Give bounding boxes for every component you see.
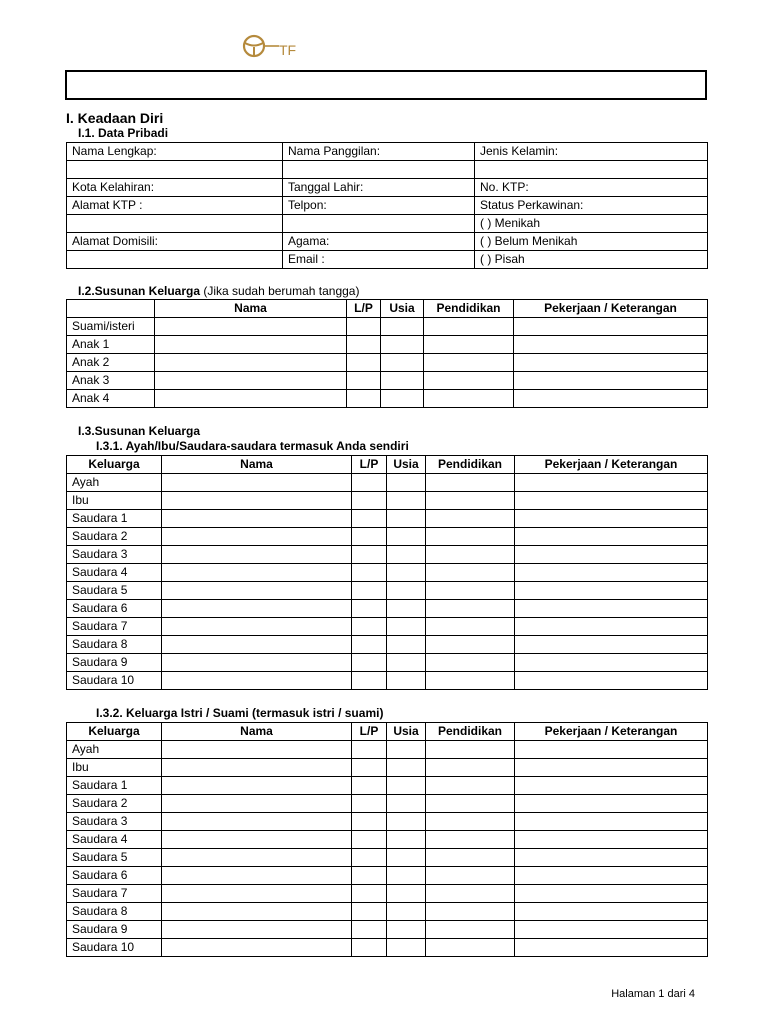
data-pribadi-row bbox=[67, 179, 708, 197]
input-cell[interactable] bbox=[514, 372, 708, 390]
field-agama[interactable]: Agama: bbox=[283, 233, 475, 251]
input-cell[interactable] bbox=[352, 546, 387, 564]
input-cell[interactable] bbox=[162, 582, 352, 600]
input-cell[interactable] bbox=[426, 654, 515, 672]
input-cell[interactable] bbox=[352, 813, 387, 831]
input-cell[interactable] bbox=[426, 564, 515, 582]
column-header-pekerjaan-keterangan: Pekerjaan / Keterangan bbox=[515, 723, 708, 741]
input-cell[interactable] bbox=[381, 318, 424, 336]
input-cell[interactable] bbox=[155, 336, 347, 354]
table-row bbox=[67, 777, 708, 795]
input-cell[interactable] bbox=[426, 939, 515, 957]
table-row bbox=[67, 372, 708, 390]
input-cell[interactable] bbox=[387, 831, 426, 849]
input-cell[interactable] bbox=[426, 546, 515, 564]
input-cell[interactable] bbox=[514, 390, 708, 408]
row-label-saudara-3: Saudara 3 bbox=[67, 546, 162, 564]
input-cell[interactable] bbox=[352, 831, 387, 849]
input-cell[interactable] bbox=[515, 618, 708, 636]
column-header-pendidikan: Pendidikan bbox=[426, 456, 515, 474]
keluarga-sendiri-table bbox=[66, 455, 708, 690]
data-pribadi-row bbox=[67, 143, 708, 161]
input-cell[interactable] bbox=[387, 546, 426, 564]
input-cell[interactable] bbox=[426, 636, 515, 654]
table-row bbox=[67, 390, 708, 408]
input-cell[interactable] bbox=[515, 741, 708, 759]
table-row bbox=[67, 510, 708, 528]
row-label-saudara-5: Saudara 5 bbox=[67, 849, 162, 867]
input-cell[interactable] bbox=[514, 336, 708, 354]
column-header-pendidikan: Pendidikan bbox=[424, 300, 514, 318]
input-cell[interactable] bbox=[352, 885, 387, 903]
form-title-box[interactable] bbox=[65, 70, 707, 100]
input-cell[interactable] bbox=[426, 849, 515, 867]
row-label-ayah: Ayah bbox=[67, 474, 162, 492]
input-cell[interactable] bbox=[162, 618, 352, 636]
input-cell[interactable] bbox=[426, 885, 515, 903]
page-number: Halaman 1 dari 4 bbox=[611, 988, 695, 1000]
input-cell[interactable] bbox=[352, 939, 387, 957]
field-kota-kelahiran[interactable]: Kota Kelahiran: bbox=[67, 179, 283, 197]
table-row bbox=[67, 618, 708, 636]
column-header-usia: Usia bbox=[381, 300, 424, 318]
input-cell[interactable] bbox=[347, 318, 381, 336]
row-label-saudara-10: Saudara 10 bbox=[67, 672, 162, 690]
input-cell[interactable] bbox=[162, 636, 352, 654]
input-cell[interactable] bbox=[387, 510, 426, 528]
input-cell[interactable] bbox=[387, 564, 426, 582]
table-row bbox=[67, 492, 708, 510]
row-label-saudara-8: Saudara 8 bbox=[67, 903, 162, 921]
input-cell[interactable] bbox=[381, 354, 424, 372]
column-header-blank bbox=[67, 300, 155, 318]
input-cell[interactable] bbox=[514, 354, 708, 372]
input-cell[interactable] bbox=[352, 474, 387, 492]
row-label-saudara-1: Saudara 1 bbox=[67, 777, 162, 795]
input-cell[interactable] bbox=[347, 372, 381, 390]
input-cell[interactable] bbox=[387, 885, 426, 903]
input-cell[interactable] bbox=[387, 528, 426, 546]
table-row bbox=[67, 336, 708, 354]
field-belum-menikah[interactable]: ( ) Belum Menikah bbox=[475, 233, 708, 251]
table-row bbox=[67, 831, 708, 849]
subsection-title-ayah-ibu: I.3.1. Ayah/Ibu/Saudara-saudara termasuk Anda sendiri bbox=[96, 439, 409, 453]
input-cell[interactable] bbox=[515, 831, 708, 849]
table-row bbox=[67, 741, 708, 759]
input-cell[interactable] bbox=[352, 759, 387, 777]
data-pribadi-row bbox=[67, 197, 708, 215]
input-cell[interactable] bbox=[387, 654, 426, 672]
input-cell[interactable] bbox=[424, 354, 514, 372]
row-label-ibu: Ibu bbox=[67, 492, 162, 510]
input-cell[interactable] bbox=[387, 600, 426, 618]
input-cell[interactable] bbox=[381, 336, 424, 354]
field-jenis-kelamin[interactable]: Jenis Kelamin: bbox=[475, 143, 708, 161]
input-cell[interactable] bbox=[515, 672, 708, 690]
input-cell[interactable] bbox=[387, 741, 426, 759]
input-cell[interactable] bbox=[162, 759, 352, 777]
field-email[interactable]: Email : bbox=[283, 251, 475, 269]
field-telpon[interactable]: Telpon: bbox=[283, 197, 475, 215]
subsection-title-keluarga-istri-suami: I.3.2. Keluarga Istri / Suami (termasuk istri / suami) bbox=[96, 706, 384, 720]
row-label-saudara-5: Saudara 5 bbox=[67, 582, 162, 600]
row-label-saudara-9: Saudara 9 bbox=[67, 654, 162, 672]
data-pribadi-row bbox=[67, 233, 708, 251]
input-cell[interactable] bbox=[426, 777, 515, 795]
row-label-anak-1: Anak 1 bbox=[67, 336, 155, 354]
input-cell[interactable] bbox=[426, 831, 515, 849]
input-cell[interactable] bbox=[387, 777, 426, 795]
input-cell[interactable] bbox=[426, 903, 515, 921]
input-cell[interactable] bbox=[515, 885, 708, 903]
data-pribadi-row bbox=[67, 251, 708, 269]
column-header-usia: Usia bbox=[387, 723, 426, 741]
input-cell[interactable] bbox=[424, 390, 514, 408]
row-label-saudara-1: Saudara 1 bbox=[67, 510, 162, 528]
input-cell[interactable] bbox=[162, 474, 352, 492]
input-cell[interactable] bbox=[352, 528, 387, 546]
subsection-title-susunan-keluarga: I.2.Susunan Keluarga (Jika sudah berumah tangga) bbox=[78, 284, 360, 298]
table-row bbox=[67, 564, 708, 582]
input-cell[interactable] bbox=[515, 546, 708, 564]
table-row bbox=[67, 354, 708, 372]
input-cell[interactable] bbox=[426, 528, 515, 546]
column-header-pendidikan: Pendidikan bbox=[426, 723, 515, 741]
input-cell[interactable] bbox=[162, 885, 352, 903]
input-cell[interactable] bbox=[155, 318, 347, 336]
data-pribadi-row bbox=[67, 161, 708, 179]
column-header-keluarga: Keluarga bbox=[67, 723, 162, 741]
input-cell[interactable] bbox=[424, 372, 514, 390]
input-cell[interactable] bbox=[347, 336, 381, 354]
column-header-l-p: L/P bbox=[347, 300, 381, 318]
input-cell[interactable] bbox=[352, 564, 387, 582]
row-label-saudara-6: Saudara 6 bbox=[67, 600, 162, 618]
input-cell[interactable] bbox=[352, 600, 387, 618]
input-cell[interactable] bbox=[387, 618, 426, 636]
input-cell[interactable] bbox=[387, 903, 426, 921]
row-label-saudara-9: Saudara 9 bbox=[67, 921, 162, 939]
input-cell[interactable] bbox=[426, 510, 515, 528]
input-cell[interactable] bbox=[475, 161, 708, 179]
input-cell[interactable] bbox=[162, 813, 352, 831]
input-cell[interactable] bbox=[352, 903, 387, 921]
input-cell[interactable] bbox=[515, 510, 708, 528]
input-cell[interactable] bbox=[515, 813, 708, 831]
input-cell[interactable] bbox=[162, 867, 352, 885]
input-cell[interactable] bbox=[162, 510, 352, 528]
input-cell[interactable] bbox=[387, 492, 426, 510]
input-cell[interactable] bbox=[387, 867, 426, 885]
table-row bbox=[67, 849, 708, 867]
input-cell[interactable] bbox=[162, 831, 352, 849]
input-cell[interactable] bbox=[162, 849, 352, 867]
input-cell[interactable] bbox=[155, 390, 347, 408]
input-cell[interactable] bbox=[387, 795, 426, 813]
table-row bbox=[67, 600, 708, 618]
field-alamat-ktp[interactable]: Alamat KTP : bbox=[67, 197, 283, 215]
table-row bbox=[67, 885, 708, 903]
keluarga-pasangan-table bbox=[66, 722, 708, 957]
input-cell[interactable] bbox=[426, 492, 515, 510]
table-row bbox=[67, 939, 708, 957]
row-label-saudara-2: Saudara 2 bbox=[67, 795, 162, 813]
table-row bbox=[67, 867, 708, 885]
input-cell[interactable] bbox=[162, 939, 352, 957]
input-cell[interactable] bbox=[515, 867, 708, 885]
input-cell[interactable] bbox=[387, 939, 426, 957]
input-cell[interactable] bbox=[387, 672, 426, 690]
table-row bbox=[67, 582, 708, 600]
input-cell[interactable] bbox=[162, 921, 352, 939]
row-label-saudara-4: Saudara 4 bbox=[67, 831, 162, 849]
column-header-pekerjaan-keterangan: Pekerjaan / Keterangan bbox=[514, 300, 708, 318]
input-cell[interactable] bbox=[155, 372, 347, 390]
input-cell[interactable] bbox=[426, 618, 515, 636]
row-label-saudara-8: Saudara 8 bbox=[67, 636, 162, 654]
row-label-saudara-2: Saudara 2 bbox=[67, 528, 162, 546]
input-cell[interactable] bbox=[162, 777, 352, 795]
table-row bbox=[67, 672, 708, 690]
input-cell[interactable] bbox=[352, 867, 387, 885]
table-row bbox=[67, 546, 708, 564]
input-cell[interactable] bbox=[283, 161, 475, 179]
input-cell[interactable] bbox=[387, 921, 426, 939]
input-cell[interactable] bbox=[387, 582, 426, 600]
input-cell[interactable] bbox=[426, 672, 515, 690]
input-cell[interactable] bbox=[162, 564, 352, 582]
input-cell[interactable] bbox=[426, 921, 515, 939]
input-cell[interactable] bbox=[347, 354, 381, 372]
column-header-l-p: L/P bbox=[352, 723, 387, 741]
input-cell[interactable] bbox=[424, 336, 514, 354]
table-row bbox=[67, 474, 708, 492]
row-label-anak-2: Anak 2 bbox=[67, 354, 155, 372]
svg-text:TF: TF bbox=[279, 42, 297, 58]
input-cell[interactable] bbox=[515, 600, 708, 618]
table-row bbox=[67, 813, 708, 831]
input-cell[interactable] bbox=[387, 636, 426, 654]
input-cell[interactable] bbox=[426, 600, 515, 618]
input-cell[interactable] bbox=[352, 510, 387, 528]
row-label-anak-3: Anak 3 bbox=[67, 372, 155, 390]
column-header-pekerjaan-keterangan: Pekerjaan / Keterangan bbox=[515, 456, 708, 474]
column-header-keluarga: Keluarga bbox=[67, 456, 162, 474]
section-title-keadaan-diri: I. Keadaan Diri bbox=[66, 110, 164, 126]
input-cell[interactable] bbox=[426, 867, 515, 885]
row-label-saudara-7: Saudara 7 bbox=[67, 885, 162, 903]
input-cell[interactable] bbox=[426, 474, 515, 492]
field-no-ktp[interactable]: No. KTP: bbox=[475, 179, 708, 197]
column-header-l-p: L/P bbox=[352, 456, 387, 474]
input-cell[interactable] bbox=[352, 849, 387, 867]
row-label-saudara-3: Saudara 3 bbox=[67, 813, 162, 831]
input-cell[interactable] bbox=[387, 849, 426, 867]
input-cell[interactable] bbox=[352, 582, 387, 600]
table-row bbox=[67, 528, 708, 546]
field-alamat-domisili[interactable]: Alamat Domisili: bbox=[67, 233, 283, 251]
field-nama-panggilan[interactable]: Nama Panggilan: bbox=[283, 143, 475, 161]
input-cell[interactable] bbox=[162, 528, 352, 546]
column-header-nama: Nama bbox=[162, 456, 352, 474]
subsection-title-data-pribadi: I.1. Data Pribadi bbox=[78, 126, 169, 140]
input-cell[interactable] bbox=[426, 582, 515, 600]
input-cell[interactable] bbox=[352, 618, 387, 636]
input-cell[interactable] bbox=[162, 492, 352, 510]
input-cell[interactable] bbox=[515, 564, 708, 582]
input-cell[interactable] bbox=[514, 318, 708, 336]
input-cell[interactable] bbox=[352, 636, 387, 654]
input-cell[interactable] bbox=[162, 600, 352, 618]
section-title-susunan-keluarga-2: I.3.Susunan Keluarga bbox=[78, 424, 201, 438]
input-cell[interactable] bbox=[347, 390, 381, 408]
row-label-ayah: Ayah bbox=[67, 741, 162, 759]
column-header-nama: Nama bbox=[155, 300, 347, 318]
data-pribadi-row bbox=[67, 215, 708, 233]
field-pisah[interactable]: ( ) Pisah bbox=[475, 251, 708, 269]
input-cell[interactable] bbox=[426, 759, 515, 777]
susunan-keluarga-table bbox=[66, 299, 708, 408]
input-cell[interactable] bbox=[424, 318, 514, 336]
input-cell[interactable] bbox=[426, 795, 515, 813]
input-cell[interactable] bbox=[283, 215, 475, 233]
input-cell[interactable] bbox=[515, 492, 708, 510]
input-cell[interactable] bbox=[387, 813, 426, 831]
input-cell[interactable] bbox=[426, 741, 515, 759]
input-cell[interactable] bbox=[515, 759, 708, 777]
input-cell[interactable] bbox=[352, 921, 387, 939]
input-cell[interactable] bbox=[162, 654, 352, 672]
input-cell[interactable] bbox=[515, 582, 708, 600]
input-cell[interactable] bbox=[515, 474, 708, 492]
row-label-saudara-6: Saudara 6 bbox=[67, 867, 162, 885]
input-cell[interactable] bbox=[381, 390, 424, 408]
input-cell[interactable] bbox=[352, 741, 387, 759]
input-cell[interactable] bbox=[162, 741, 352, 759]
input-cell[interactable] bbox=[515, 528, 708, 546]
input-cell[interactable] bbox=[515, 903, 708, 921]
input-cell[interactable] bbox=[515, 939, 708, 957]
input-cell[interactable] bbox=[155, 354, 347, 372]
row-label-saudara-4: Saudara 4 bbox=[67, 564, 162, 582]
input-cell[interactable] bbox=[352, 654, 387, 672]
table-row bbox=[67, 654, 708, 672]
field-status-perkawinan[interactable]: Status Perkawinan: bbox=[475, 197, 708, 215]
row-label-suami-isteri: Suami/isteri bbox=[67, 318, 155, 336]
input-cell[interactable] bbox=[426, 813, 515, 831]
table-row bbox=[67, 759, 708, 777]
table-row bbox=[67, 795, 708, 813]
input-cell[interactable] bbox=[515, 921, 708, 939]
input-cell[interactable] bbox=[515, 849, 708, 867]
column-header-usia: Usia bbox=[387, 456, 426, 474]
row-label-ibu: Ibu bbox=[67, 759, 162, 777]
input-cell[interactable] bbox=[515, 636, 708, 654]
input-cell[interactable] bbox=[352, 672, 387, 690]
field-tanggal-lahir[interactable]: Tanggal Lahir: bbox=[283, 179, 475, 197]
row-label-saudara-10: Saudara 10 bbox=[67, 939, 162, 957]
input-cell[interactable] bbox=[387, 474, 426, 492]
input-cell[interactable] bbox=[515, 777, 708, 795]
input-cell[interactable] bbox=[352, 492, 387, 510]
input-cell[interactable] bbox=[387, 759, 426, 777]
input-cell[interactable] bbox=[162, 795, 352, 813]
input-cell[interactable] bbox=[67, 251, 283, 269]
input-cell[interactable] bbox=[67, 215, 283, 233]
input-cell[interactable] bbox=[352, 777, 387, 795]
field-nama-lengkap[interactable]: Nama Lengkap: bbox=[67, 143, 283, 161]
input-cell[interactable] bbox=[67, 161, 283, 179]
input-cell[interactable] bbox=[515, 795, 708, 813]
table-row bbox=[67, 318, 708, 336]
input-cell[interactable] bbox=[515, 654, 708, 672]
table-row bbox=[67, 921, 708, 939]
row-label-saudara-7: Saudara 7 bbox=[67, 618, 162, 636]
table-row bbox=[67, 903, 708, 921]
input-cell[interactable] bbox=[162, 903, 352, 921]
input-cell[interactable] bbox=[381, 372, 424, 390]
company-logo bbox=[241, 33, 305, 61]
input-cell[interactable] bbox=[352, 795, 387, 813]
input-cell[interactable] bbox=[162, 672, 352, 690]
column-header-nama: Nama bbox=[162, 723, 352, 741]
row-label-anak-4: Anak 4 bbox=[67, 390, 155, 408]
input-cell[interactable] bbox=[162, 546, 352, 564]
table-row bbox=[67, 636, 708, 654]
field-menikah[interactable]: ( ) Menikah bbox=[475, 215, 708, 233]
data-pribadi-table bbox=[66, 142, 708, 269]
